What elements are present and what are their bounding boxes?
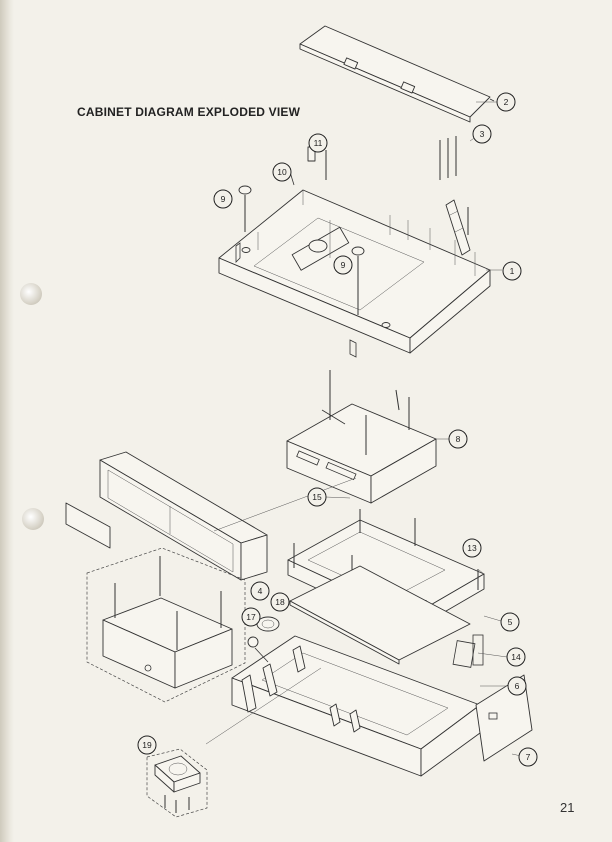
callout-4 xyxy=(251,582,269,600)
svg-text:8: 8 xyxy=(455,434,461,444)
svg-text:2: 2 xyxy=(503,97,509,107)
svg-text:9: 9 xyxy=(220,194,226,204)
svg-text:7: 7 xyxy=(525,752,531,762)
callout-1 xyxy=(503,262,521,280)
diagram-title: CABINET DIAGRAM EXPLODED VIEW xyxy=(77,105,301,119)
svg-text:17: 17 xyxy=(246,612,256,622)
callout-11 xyxy=(309,134,327,152)
svg-text:19: 19 xyxy=(142,740,152,750)
svg-text:5: 5 xyxy=(507,617,513,627)
callout-14 xyxy=(507,648,525,666)
callout-10 xyxy=(273,163,291,181)
power-supply-part xyxy=(87,548,245,702)
callout-7 xyxy=(519,748,537,766)
svg-text:11: 11 xyxy=(313,138,323,148)
callout-19 xyxy=(138,736,156,754)
disk-drive-part xyxy=(287,370,436,503)
callout-5 xyxy=(501,613,519,631)
callout-6 xyxy=(508,677,526,695)
top-lid-part xyxy=(300,26,494,122)
callout-9-left xyxy=(214,190,232,208)
callout-17 xyxy=(242,608,260,626)
svg-text:15: 15 xyxy=(312,492,322,502)
bracket-part xyxy=(446,200,470,255)
svg-text:3: 3 xyxy=(479,129,485,139)
callout-15 xyxy=(308,488,326,506)
svg-text:6: 6 xyxy=(514,681,520,691)
page-number: 21 xyxy=(560,800,575,815)
callout-13 xyxy=(463,539,481,557)
fan-part xyxy=(147,749,207,817)
callout-3 xyxy=(473,125,491,143)
svg-text:18: 18 xyxy=(275,597,285,607)
svg-text:1: 1 xyxy=(509,266,515,276)
callout-9-right xyxy=(334,256,352,274)
svg-text:14: 14 xyxy=(511,652,521,662)
svg-text:4: 4 xyxy=(257,586,263,596)
svg-text:13: 13 xyxy=(467,543,477,553)
callout-18 xyxy=(271,593,289,611)
callout-2 xyxy=(497,93,515,111)
lower-cabinet-part xyxy=(232,635,483,776)
svg-text:10: 10 xyxy=(277,167,287,177)
callout-8 xyxy=(449,430,467,448)
front-bezel-part xyxy=(66,452,267,580)
svg-text:9: 9 xyxy=(340,260,346,270)
